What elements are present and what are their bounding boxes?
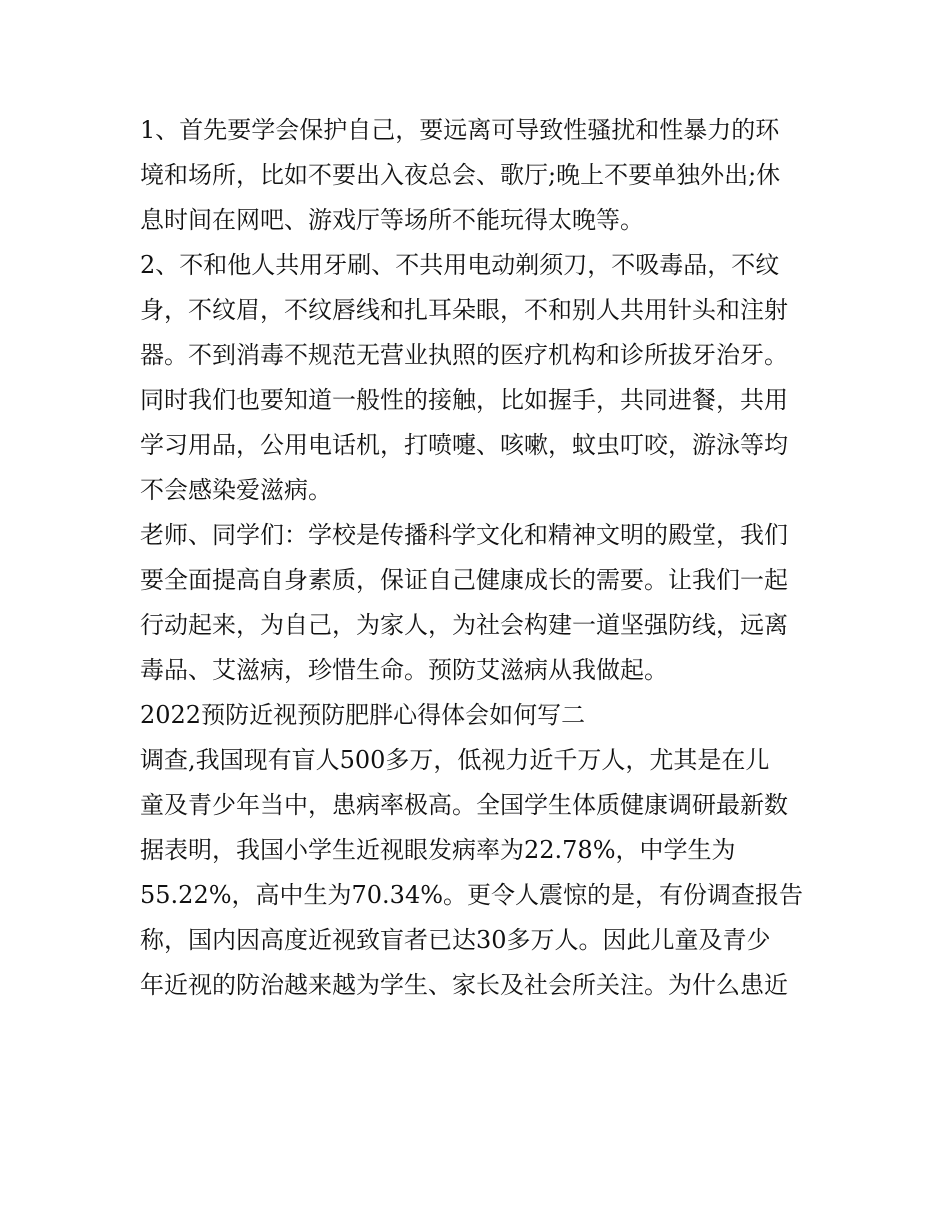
text-line: 1、首先要学会保护自己，要远离可导致性骚扰和性暴力的环 — [140, 116, 780, 144]
text-line: 不会感染爱滋病。 — [140, 476, 332, 504]
document-body — [140, 108, 820, 1008]
text-line: 器。不到消毒不规范无营业执照的医疗机构和诊所拔牙治牙。 — [140, 341, 788, 369]
text-line: 身，不纹眉，不纹唇线和扎耳朵眼，不和别人共用针头和注射 — [140, 296, 788, 324]
text-line: 老师、同学们：学校是传播科学文化和精神文明的殿堂，我们 — [140, 521, 788, 549]
text-line: 境和场所，比如不要出入夜总会、歌厅;晚上不要单独外出;休 — [140, 161, 781, 189]
section-heading: 2022预防近视预防肥胖心得体会如何写二 — [140, 701, 586, 729]
text-line: 童及青少年当中，患病率极高。全国学生体质健康调研最新数 — [140, 791, 788, 819]
text-line: 年近视的防治越来越为学生、家长及社会所关注。为什么患近 — [140, 971, 788, 999]
text-line: 行动起来，为自己，为家人，为社会构建一道坚强防线，远离 — [140, 611, 788, 639]
text-line: 称，国内因高度近视致盲者已达30多万人。因此儿童及青少 — [140, 926, 771, 954]
text-line: 毒品、艾滋病，珍惜生命。预防艾滋病从我做起。 — [140, 656, 668, 684]
text-line: 2、不和他人共用牙刷、不共用电动剃须刀，不吸毒品，不纹 — [140, 251, 780, 279]
text-line: 55.22%，高中生为70.34%。更令人震惊的是，有份调查报告 — [140, 881, 804, 909]
text-line: 学习用品，公用电话机，打喷嚏、咳嗽，蚊虫叮咬，游泳等均 — [140, 431, 788, 459]
text-line: 调查,我国现有盲人500多万，低视力近千万人，尤其是在儿 — [140, 746, 770, 774]
text-line: 要全面提高自身素质，保证自己健康成长的需要。让我们一起 — [140, 566, 788, 594]
text-line: 据表明，我国小学生近视眼发病率为22.78%，中学生为 — [140, 836, 736, 864]
text-line: 息时间在网吧、游戏厅等场所不能玩得太晚等。 — [140, 206, 644, 234]
text-line: 同时我们也要知道一般性的接触，比如握手，共同进餐，共用 — [140, 386, 788, 414]
